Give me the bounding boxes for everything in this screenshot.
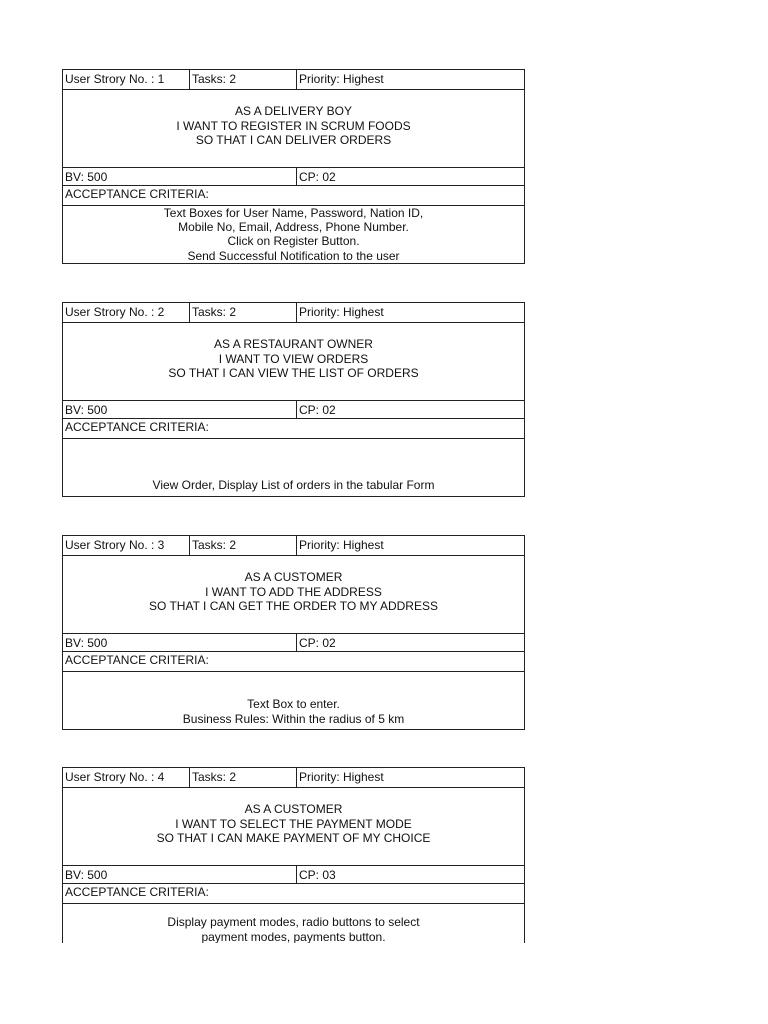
business-value: BV: 500 <box>63 401 297 418</box>
story-line-benefit: SO THAT I CAN VIEW THE LIST OF ORDERS <box>168 366 419 380</box>
user-story-card-4 <box>62 767 525 943</box>
story-tasks: Tasks: 2 <box>190 768 297 787</box>
story-number: User Strory No. : 3 <box>63 536 190 555</box>
complexity-points: CP: 02 <box>299 636 336 650</box>
story-line-benefit: SO THAT I CAN GET THE ORDER TO MY ADDRESS <box>149 599 438 613</box>
acceptance-criteria-body <box>63 206 524 263</box>
acceptance-criteria-label: ACCEPTANCE CRITERIA: <box>65 885 209 899</box>
story-priority: Priority: Highest <box>299 72 384 86</box>
story-header-row <box>63 70 524 90</box>
story-line-want: I WANT TO ADD THE ADDRESS <box>205 584 382 599</box>
story-line-want: I WANT TO SELECT THE PAYMENT MODE <box>175 816 412 831</box>
story-statement <box>63 323 524 401</box>
story-values-row <box>63 634 524 652</box>
story-line-benefit: SO THAT I CAN DELIVER ORDERS <box>195 133 392 147</box>
story-line-benefit: SO THAT I CAN MAKE PAYMENT OF MY CHOICE <box>156 831 431 845</box>
business-value: BV: 500 <box>63 866 297 883</box>
acceptance-line: Display payment modes, radio buttons to select <box>167 915 420 929</box>
story-priority: Priority: Highest <box>299 305 384 319</box>
story-header-row <box>63 768 524 788</box>
user-story-card-2 <box>62 302 525 497</box>
acceptance-criteria-header <box>63 884 524 904</box>
story-statement <box>63 556 524 634</box>
acceptance-criteria-header <box>63 186 524 206</box>
acceptance-line: Text Box to enter. <box>247 697 340 711</box>
story-line-want: I WANT TO VIEW ORDERS <box>218 351 369 366</box>
story-line-want: I WANT TO REGISTER IN SCRUM FOODS <box>176 118 411 133</box>
story-tasks: Tasks: 2 <box>190 303 297 322</box>
story-values-row <box>63 866 524 884</box>
story-tasks: Tasks: 2 <box>190 536 297 555</box>
story-line-role: AS A DELIVERY BOY <box>235 104 352 118</box>
story-number: User Strory No. : 2 <box>63 303 190 322</box>
story-header-row <box>63 536 524 556</box>
business-value: BV: 500 <box>63 168 297 185</box>
acceptance-line: Send Successful Notification to the user <box>187 248 400 263</box>
story-priority: Priority: Highest <box>299 770 384 784</box>
acceptance-line: Text Boxes for User Name, Password, Nation ID, <box>163 206 424 220</box>
acceptance-line: View Order, Display List of orders in the tabular Form <box>152 478 435 492</box>
acceptance-line: Click on Register Button. <box>227 234 360 249</box>
acceptance-criteria-body <box>63 904 524 943</box>
story-priority: Priority: Highest <box>299 538 384 552</box>
acceptance-criteria-label: ACCEPTANCE CRITERIA: <box>65 187 209 201</box>
acceptance-line: Mobile No, Email, Address, Phone Number. <box>178 220 409 235</box>
story-values-row <box>63 168 524 186</box>
story-statement <box>63 90 524 168</box>
acceptance-criteria-body <box>63 439 524 496</box>
story-number: User Strory No. : 1 <box>63 70 190 89</box>
story-header-row <box>63 303 524 323</box>
complexity-points: CP: 03 <box>299 868 336 882</box>
acceptance-criteria-label: ACCEPTANCE CRITERIA: <box>65 420 209 434</box>
complexity-points: CP: 02 <box>299 403 336 417</box>
story-tasks: Tasks: 2 <box>190 70 297 89</box>
story-line-role: AS A RESTAURANT OWNER <box>214 337 373 351</box>
user-story-card-1 <box>62 69 525 264</box>
acceptance-criteria-header <box>63 652 524 672</box>
acceptance-line: payment modes, payments button. <box>201 929 386 943</box>
acceptance-line: Business Rules: Within the radius of 5 km <box>182 711 405 726</box>
story-line-role: AS A CUSTOMER <box>244 802 343 816</box>
acceptance-criteria-body <box>63 672 524 729</box>
complexity-points: CP: 02 <box>299 170 336 184</box>
story-values-row <box>63 401 524 419</box>
story-statement <box>63 788 524 866</box>
story-number: User Strory No. : 4 <box>63 768 190 787</box>
acceptance-criteria-label: ACCEPTANCE CRITERIA: <box>65 653 209 667</box>
acceptance-criteria-header <box>63 419 524 439</box>
business-value: BV: 500 <box>63 634 297 651</box>
story-line-role: AS A CUSTOMER <box>244 570 343 584</box>
user-story-card-3 <box>62 535 525 730</box>
